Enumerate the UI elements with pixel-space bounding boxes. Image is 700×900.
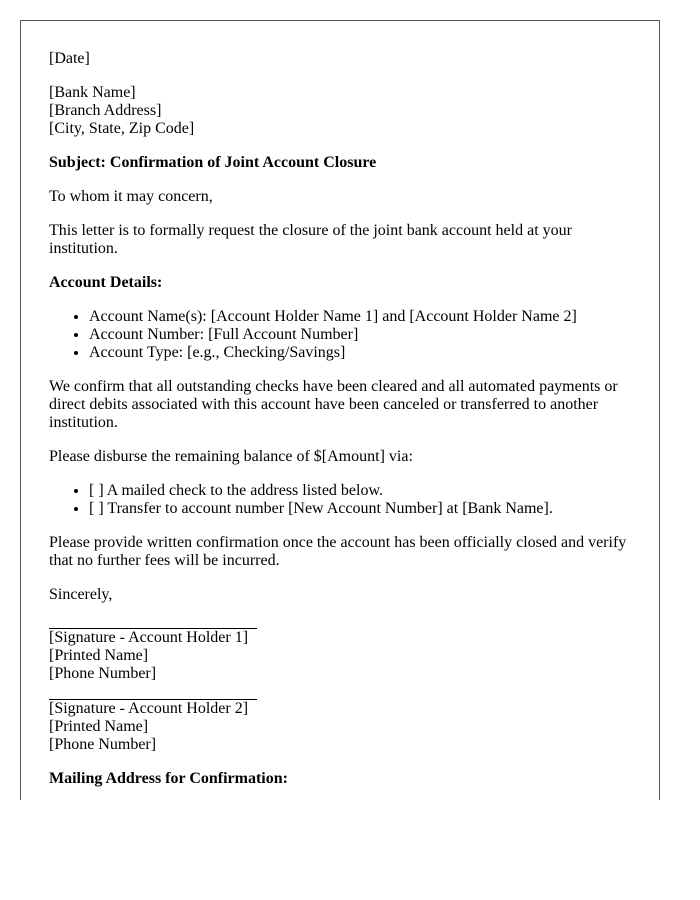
signature-label: [Signature - Account Holder 2]	[49, 700, 249, 717]
confirmation-paragraph: We confirm that all outstanding checks have been cleared and all automated payments or direct debits associated with this account have been canceled or transferred to another institution.	[49, 378, 618, 431]
city-state-zip: [City, State, Zip Code]	[49, 120, 195, 137]
branch-address: [Branch Address]	[49, 102, 162, 119]
printed-name: [Printed Name]	[49, 647, 149, 664]
phone-number: [Phone Number]	[49, 736, 157, 753]
disbursement-options-list	[49, 482, 639, 518]
disbursement-intro: Please disburse the remaining balance of $[Amount] via:	[49, 448, 413, 465]
phone-number: [Phone Number]	[49, 665, 157, 682]
letter-page	[20, 20, 660, 800]
signature-block-1	[49, 629, 639, 683]
list-item: • Account Number: [Full Account Number]	[89, 326, 639, 344]
recipient-address	[49, 84, 639, 138]
mailing-address-heading: Mailing Address for Confirmation:	[49, 770, 288, 787]
account-details-heading: Account Details:	[49, 274, 163, 291]
signature-block-2	[49, 700, 639, 754]
list-item: • Account Type: [e.g., Checking/Savings]	[89, 344, 639, 362]
list-item: • [ ] Transfer to account number [New Account Number] at [Bank Name].	[89, 500, 639, 518]
letter-subject: Subject: Confirmation of Joint Account Closure	[49, 154, 377, 171]
list-item: • [ ] A mailed check to the address listed below.	[89, 482, 639, 500]
printed-name: [Printed Name]	[49, 718, 149, 735]
letter-content	[49, 50, 639, 800]
salutation: To whom it may concern,	[49, 188, 213, 205]
signature-label: [Signature - Account Holder 1]	[49, 629, 249, 646]
closing: Sincerely,	[49, 586, 113, 603]
request-paragraph: Please provide written confirmation once the account has been officially closed and verify that no further fees will be incurred.	[49, 534, 627, 569]
account-details-list	[49, 308, 639, 362]
letter-date: [Date]	[49, 50, 90, 67]
list-item: • Account Name(s): [Account Holder Name 1] and [Account Holder Name 2]	[89, 308, 639, 326]
bank-name: [Bank Name]	[49, 84, 136, 101]
intro-paragraph: This letter is to formally request the closure of the joint bank account held at your institution.	[49, 222, 572, 257]
